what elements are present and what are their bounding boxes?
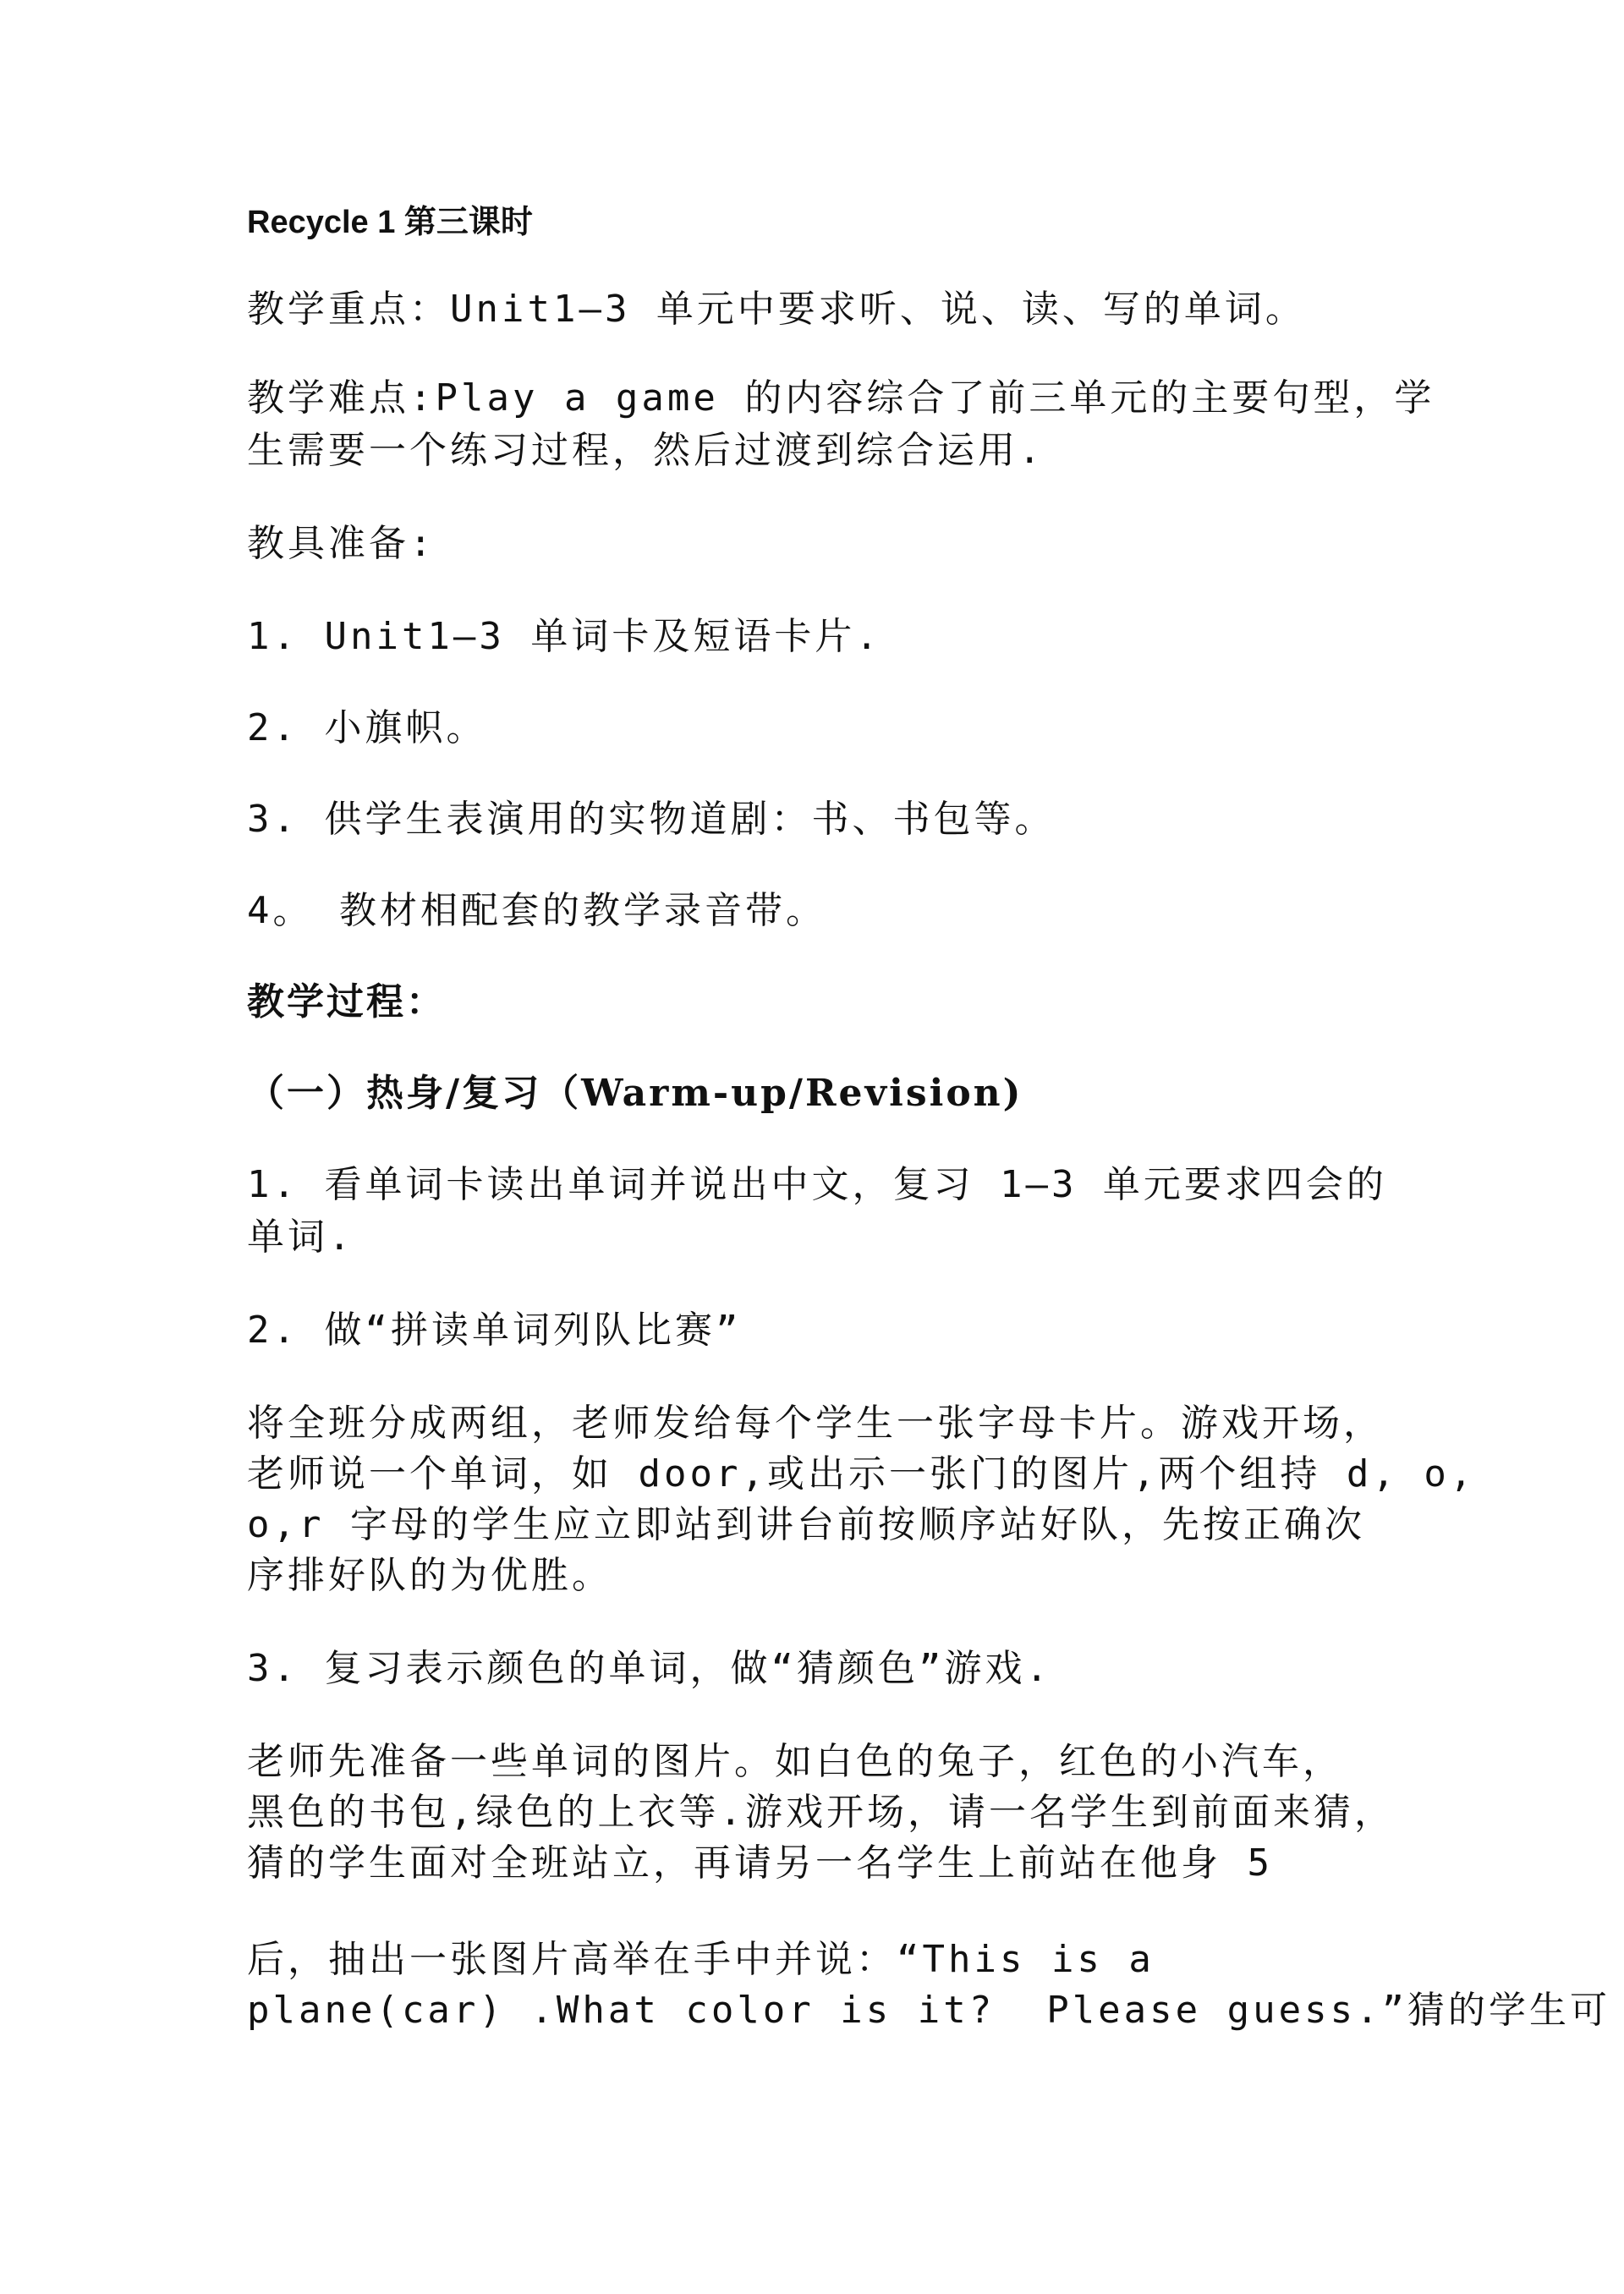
step-2: 2. 做“拼读单词列队比赛” (247, 1309, 742, 1352)
color-game-line-2: 黑色的书包,绿色的上衣等.游戏开场，请一名学生到前面来猜， (247, 1791, 1395, 1834)
step-1-line-2: 单词. (247, 1216, 354, 1259)
continuation-line-1: 后，抽出一张图片高举在手中并说：“This is a (247, 1938, 1155, 1981)
teaching-aid-3: 3. 供学生表演用的实物道剧：书、书包等。 (247, 798, 1056, 841)
color-game-line-3: 猜的学生面对全班站立，再请另一名学生上前站在他身 5 (247, 1841, 1273, 1885)
teaching-process-heading: 教学过程： (247, 980, 446, 1024)
continuation-line-2: plane(car) .What color is it? Please guess.”猜的学生可 (247, 1989, 1611, 2032)
step-3: 3. 复习表示颜色的单词，做“猜颜色”游戏. (247, 1647, 1051, 1690)
game-description-line-2: 老师说一个单词，如 door,或出示一张门的图片,两个组持 d, o, (247, 1452, 1476, 1495)
teaching-aids-heading: 教具准备: (247, 522, 436, 565)
teaching-focus: 教学重点：Unit1—3 单元中要求听、说、读、写的单词。 (247, 288, 1306, 331)
document-title: Recycle 1 第三课时 (247, 205, 533, 240)
color-game-line-1: 老师先准备一些单词的图片。如白色的兔子，红色的小汽车， (247, 1740, 1343, 1783)
teaching-difficulty-line-1: 教学难点:Play a game 的内容综合了前三单元的主要句型，学 (247, 376, 1435, 420)
game-description-line-4: 序排好队的为优胜。 (247, 1554, 612, 1597)
teaching-aid-2: 2. 小旗帜。 (247, 706, 487, 749)
step-1-line-1: 1. 看单词卡读出单词并说出中文，复习 1—3 单元要求四会的 (247, 1163, 1387, 1206)
game-description-line-3: o,r 字母的学生应立即站到讲台前按顺序站好队，先按正确次 (247, 1503, 1365, 1546)
teaching-aid-1: 1. Unit1—3 单词卡及短语卡片. (247, 615, 881, 658)
teaching-aid-4: 4。 教材相配套的教学录音带。 (247, 889, 826, 932)
teaching-difficulty-line-2: 生需要一个练习过程，然后过渡到综合运用. (247, 429, 1045, 472)
game-description-line-1: 将全班分成两组，老师发给每个学生一张字母卡片。游戏开场， (247, 1402, 1384, 1445)
section-warm-up-heading: （一）热身/复习（Warm-up/Revision) (247, 1072, 1023, 1115)
